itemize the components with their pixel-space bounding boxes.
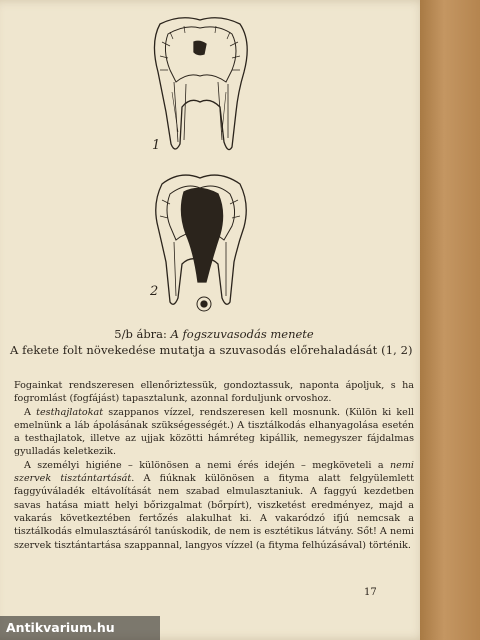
tooth-decay-figure [140,12,270,322]
figure-caption [0,327,428,341]
paragraph-1-text: Fogainkat rendszeresen ellenőriztessük, gondoztassuk, naponta ápoljuk, s ha fogromlást (fogfájást) tapasztalunk, azonnal forduljunk orvoshoz. [14,380,414,405]
tooth-illustration [140,12,270,322]
figure-subcaption: A fekete folt növekedése mutatja a szuvasodás előrehaladását (1, 2) [10,343,413,357]
tooth-2-drawing [156,175,247,311]
paragraph-3-emphasis: nemi szervek tisztántartását [14,459,414,485]
caption-number: 5/b ábra: [114,327,167,341]
body-text [14,379,414,552]
paragraph-2-emphasis: testhajlatokat [36,406,104,418]
paragraph-2 [14,406,414,459]
tooth-1-drawing [154,18,247,150]
paragraph-3-text-a: A személyi higiéne – különösen a nemi érés idején – megköveteli a [24,459,390,471]
caption-title: A fogszuvasodás menete [170,327,314,341]
paragraph-3 [14,459,414,552]
page-number: 17 [364,587,377,598]
paragraph-3-text-b: . A fiúknak különösen a fityma alatt felgyülemlett faggyúváladék eltávolítását nem szabad elmulasztaniuk. A faggyú kezdetben savas hatása miatt helyi bőrizgalmat (bőrpírt), viszketést eredményez, majd a vakarás következtében fertőzés alakulhat ki. A vakaródzó ifjú nemcsak a tisztálkodás elmulasztásáról tanúskodik, de nem is esztétikus látvány. Sőt! A nemi szervek tisztántartása szappannal, langyos vízzel (a fityma felhúzásával) történik. [14,473,414,551]
book-spine [420,0,480,640]
figure-label-1: 1 [152,138,161,153]
paragraph-2-text-a: A [24,406,37,418]
figure-label-2: 2 [150,284,159,299]
watermark-logo: Antikvarium.hu [0,616,160,640]
paragraph-1 [14,379,414,406]
paragraph-2-text-b: szappanos vízzel, rendszeresen kell mosnunk. (Külön ki kell emelnünk a láb ápolásának szükségességét.) A tisztálkodás elhanyagolása esetén a testhajlatok, illetve az ujjak közötti hámréteg kipállik, nemegyszer fájdalmas gyulladás keletkezik. [14,406,414,458]
